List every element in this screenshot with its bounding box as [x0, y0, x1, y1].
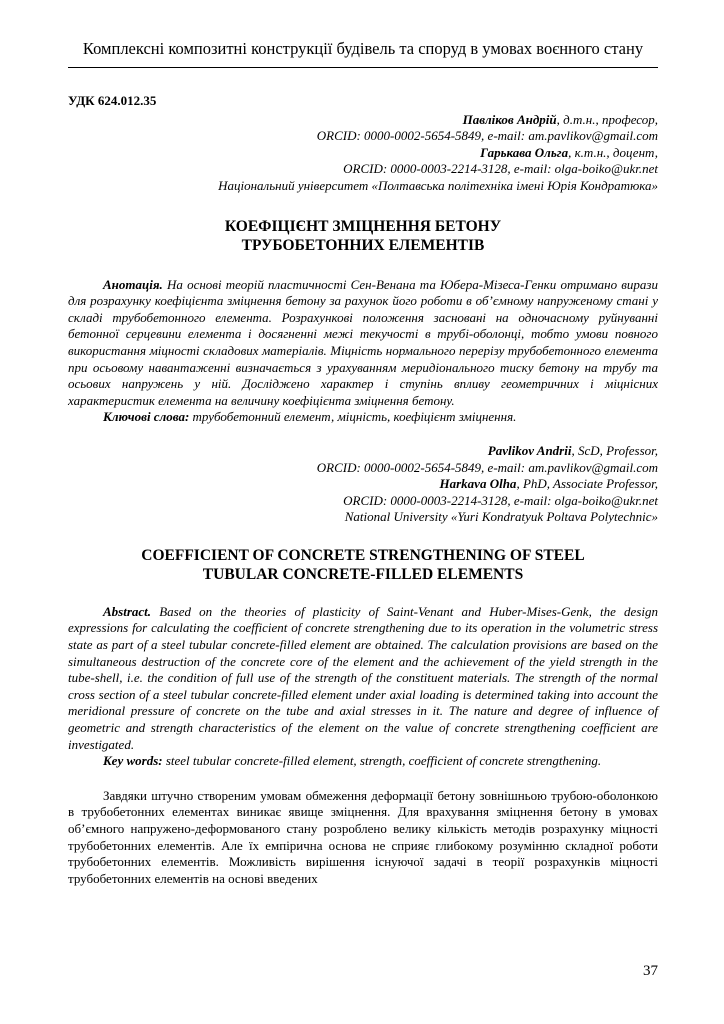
authors-en — [68, 443, 658, 526]
keywords-text: steel tubular concrete-filled element, strength, coefficient of concrete strengthening. — [162, 753, 602, 769]
title-line: КОЕФІЦІЄНТ ЗМІЦНЕННЯ БЕТОНУ — [224, 217, 502, 235]
author-details: , д.т.н., професор, — [556, 111, 658, 127]
author-line — [68, 443, 658, 460]
author-name: Harkava Olha — [439, 476, 517, 492]
running-head: Комплексні композитні конструкції будівель та споруд в умовах воєнного стану — [82, 39, 644, 58]
author-name: Pavlikov Andrii — [487, 442, 572, 458]
header-rule — [68, 67, 658, 68]
title-line: ТРУБОБЕТОННИХ ЕЛЕМЕНТІВ — [241, 236, 485, 254]
abstract-text: Based on the theories of plasticity of Saint-Venant and Huber-Mises-Genk, the design expressions for calculating the coefficient of concrete strengthening due to its operation in the volumetric stress state as part of a steel tubular concrete-filled element are obtained. The calculation provisions are based on the simultaneous destruction of the concrete core of the element and the achievement of the yield strength in the tube-shell, i.e. the condition of full use of the strength of the constituent materials. The strength of the normal cross section of a steel tubular concrete-filled element under axial loading is determined taking into account the meridional pressure of concrete on the tube and axial stresses in it. The nature and degree of influence of geometric and strength characteristics of the element on the value of concrete strengthening coefficient are investigated. — [68, 603, 658, 752]
abstract-ua — [68, 277, 658, 410]
title-line: COEFFICIENT OF CONCRETE STRENGTHENING OF STEEL — [141, 546, 585, 564]
author-affiliation — [68, 509, 658, 526]
author-line — [68, 493, 658, 510]
abstract-text: На основі теорій пластичності Сен-Венана та Юбера-Мізеса-Генки отримано вирази для розрахунку коефіцієнта зміцнення бетону за рахунок його роботи в об’ємному напруженому стані у складі трубобетонного елемента. Розрахункові положення засновані на одночасному руйнуванні бетонної серцевини елемента і досягненні межі текучості в трубі-оболонці, тобто умови повного використання міцності складових матеріалів. Міцність нормального перерізу трубобетонного елемента при осьовому навантаженні визначається з урахуванням меридіонального тиску бетону на трубу та осьових напружень у ній. Досліджено характер і ступінь впливу геометричних і міцнісних характеристик елемента на величину коефіцієнта зміцнення бетону. — [68, 276, 658, 408]
udk-code: УДК 624.012.35 — [68, 93, 157, 108]
author-details: ORCID: 0000-0003-2214-3128, e-mail: olga-boiko@ukr.net — [343, 161, 658, 177]
authors-ua — [68, 112, 658, 195]
author-details: , к.т.н., доцент, — [568, 144, 658, 160]
author-line — [68, 145, 658, 162]
author-affiliation — [68, 178, 658, 195]
affiliation-text: National University «Yuri Kondratyuk Poltava Polytechnic» — [344, 509, 658, 525]
author-line — [68, 460, 658, 477]
author-details: , ScD, Professor, — [571, 442, 658, 458]
author-line — [68, 128, 658, 145]
author-details: ORCID: 0000-0003-2214-3128, e-mail: olga-boiko@ukr.net — [343, 492, 658, 508]
author-name: Гарькава Ольга — [480, 144, 569, 160]
author-name: Павліков Андрій — [462, 111, 557, 127]
keywords-en — [68, 753, 658, 770]
author-details: , PhD, Associate Professor, — [516, 476, 658, 492]
author-details: ORCID: 0000-0002-5654-5849, e-mail: am.pavlikov@gmail.com — [316, 128, 658, 144]
title-en — [68, 546, 658, 584]
title-line: TUBULAR CONCRETE-FILLED ELEMENTS — [202, 565, 524, 583]
author-line — [68, 112, 658, 129]
abstract-en — [68, 604, 658, 753]
title-ua — [68, 217, 658, 255]
body-paragraph: Завдяки штучно створеним умовам обмеження деформації бетону зовнішньою трубою-оболонкою в трубобетонних елементах виникає явище зміцнення. Для врахування зміцнення бетону в умовах об’ємного напружено-деформованого стану розроблено велику кількість методів розрахунку міцності трубобетонних елементів. Але їх емпірична основа не сприяє глибокому розумінню складної роботи трубобетонних елементів. Можливість вирішення існуючої задачі в теорії розрахунків міцності трубобетонних елементів на основі введених — [68, 787, 658, 886]
article-content — [68, 93, 658, 887]
abstract-label: Анотація. — [103, 276, 163, 292]
keywords-label: Key words: — [103, 753, 163, 769]
author-line — [68, 161, 658, 178]
keywords-ua — [68, 409, 658, 426]
keywords-text: трубобетонний елемент, міцність, коефіцієнт зміцнення. — [189, 409, 517, 425]
keywords-label: Ключові слова: — [103, 409, 190, 425]
author-details: ORCID: 0000-0002-5654-5849, e-mail: am.pavlikov@gmail.com — [316, 459, 658, 475]
page-number: 37 — [643, 963, 658, 979]
author-line — [68, 476, 658, 493]
abstract-label: Abstract. — [103, 603, 152, 619]
affiliation-text: Національний університет «Полтавська політехніка імені Юрія Кондратюка» — [218, 177, 658, 193]
